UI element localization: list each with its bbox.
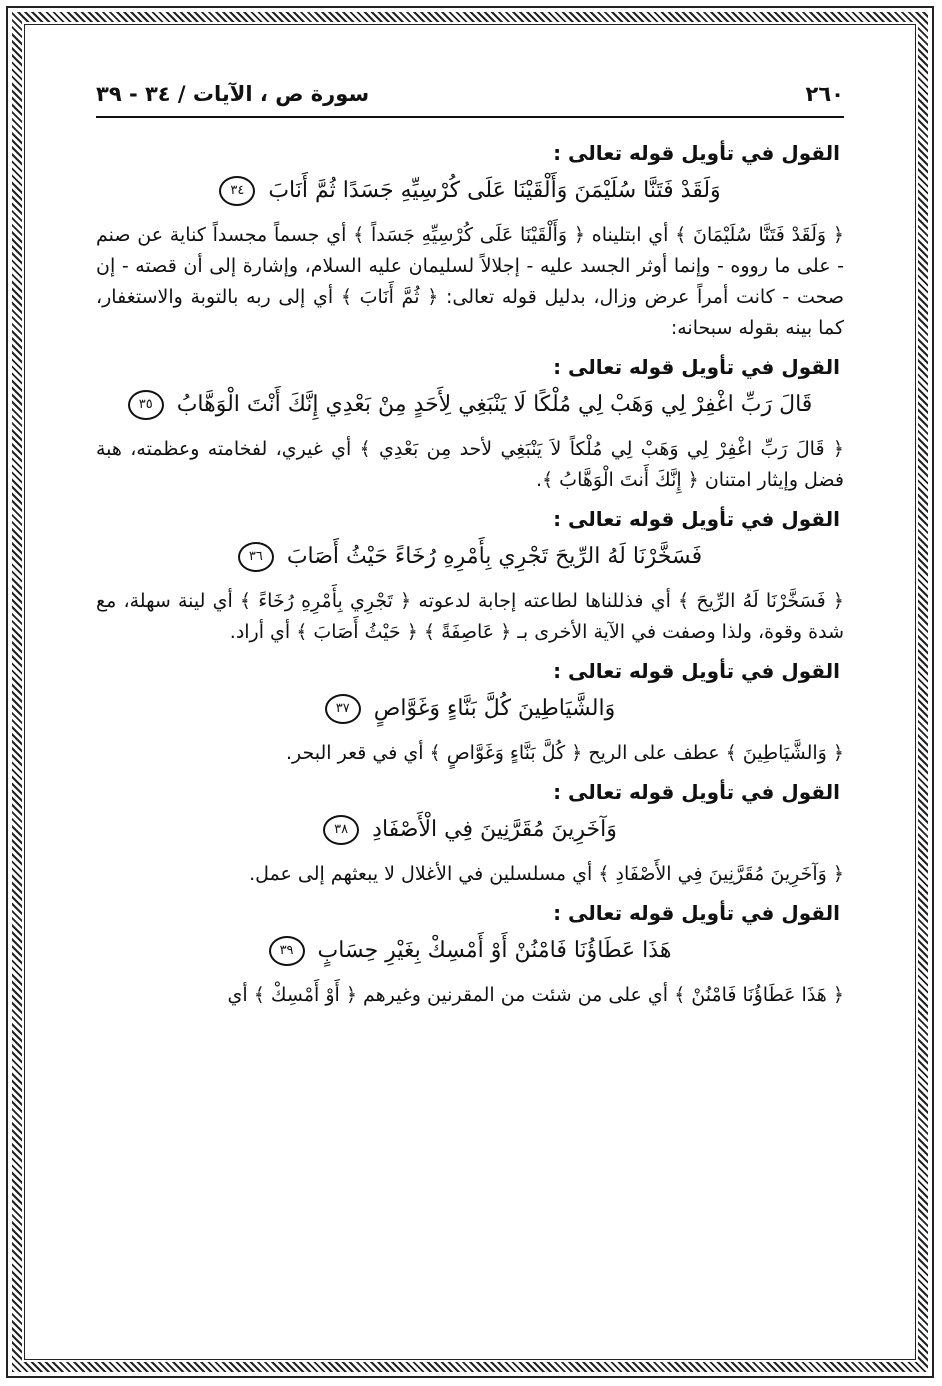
commentary-paragraph: ﴿ وَلَقَدْ فَتَنَّا سُلَيْمَانَ ﴾ أي ابتليناه ﴿ وَأَلْقَيْنَا عَلَى كُرْسِيِّهِ جَسَداً ﴾ أي جسماً مجسداً كناية عن صنم - على ما رووه - وإنما أوثر الجسد عليه - إجلالاً لسليمان عليه السلام، وإشارة إلى أن قصته - إن صحت - كانت أمراً عرض وزال، بدليل قوله تعالى: ﴿ ثُمَّ أَنَابَ ﴾ أي إلى ربه بالتوبة والاستغفار، كما بينه بقوله سبحانه:: [96, 224, 844, 339]
section-heading: القول في تأويل قوله تعالى :: [553, 780, 840, 804]
commentary-paragraph: ﴿ هَذَا عَطَاؤُنَا فَامْنُنْ ﴾ أي على من شئت من المقرنين وغيرهم ﴿ أَوْ أَمْسِكْ ﴾ أي: [227, 984, 844, 1006]
book-page: [96, 56, 844, 1346]
page-content: [96, 138, 844, 1019]
verse-number-marker: ٣٧: [325, 694, 361, 724]
verse-text: وَلَقَدْ فَتَنَّا سُلَيْمَنَ وَأَلْقَيْنَا عَلَى كُرْسِيِّهِ جَسَدًا ثُمَّ أَنَابَ: [268, 178, 721, 203]
quran-verse: [96, 935, 844, 966]
section-heading: القول في تأويل قوله تعالى :: [553, 141, 840, 165]
quran-verse: [96, 175, 844, 206]
commentary-paragraph: ﴿ وَالشَّيَاطِينَ ﴾ عطف على الريح ﴿ كُلَّ بَنَّاءٍ وَغَوَّاصٍ ﴾ أي في قعر البحر.: [285, 742, 844, 764]
commentary-paragraph: ﴿ قَالَ رَبِّ اغْفِرْ لِي وَهَبْ لِي مُلْكاً لاَ يَنْبَغِي لأحد مِن بَعْدِي ﴾ أي غيري، لفخامته وعظمته، هبة فضل وإيثار امتنان ﴿ إِنَّكَ أَنتَ الْوَهَّابُ ﴾.: [96, 438, 844, 491]
section-heading: القول في تأويل قوله تعالى :: [553, 901, 840, 925]
quran-verse: [96, 389, 844, 420]
quran-verse: [96, 814, 844, 845]
verse-text: فَسَخَّرْنَا لَهُ الرِّيحَ تَجْرِي بِأَمْرِهِ رُخَاءً حَيْثُ أَصَابَ: [286, 544, 703, 569]
verse-text: وَالشَّيَاطِينَ كُلَّ بَنَّاءٍ وَغَوَّاصٍ: [373, 696, 616, 721]
section-heading: القول في تأويل قوله تعالى :: [553, 659, 840, 683]
verse-number-marker: ٣٨: [323, 815, 359, 845]
section-verse-37: [96, 656, 844, 769]
verse-number-marker: ٣٤: [219, 176, 255, 206]
section-verse-34: [96, 138, 844, 344]
quran-verse: [96, 693, 844, 724]
running-title: سورة ص ، الآيات / ٣٤ - ٣٩: [96, 82, 370, 106]
commentary-paragraph: ﴿ فَسَخَّرْنَا لَهُ الرِّيحَ ﴾ أي فذللناها لطاعته إجابة لدعوته ﴿ تَجْرِي بِأَمْرِهِ رُخَاءً ﴾ أي لينة سهلة، مع شدة وقوة، ولذا وصفت في الآية الأخرى بـ ﴿ عَاصِفَةً ﴾ ﴿ حَيْثُ أَصَابَ ﴾ أي أراد.: [96, 590, 844, 643]
section-verse-36: [96, 504, 844, 648]
section-verse-35: [96, 352, 844, 496]
header-rule: [96, 116, 844, 118]
section-heading: القول في تأويل قوله تعالى :: [553, 355, 840, 379]
commentary-paragraph: ﴿ وَآخَرِينَ مُقَرَّنِينَ فِي الأَصْفَادِ ﴾ أي مسلسلين في الأغلال لا يبعثهم إلى عمل.: [249, 863, 844, 885]
verse-text: وَآخَرِينَ مُقَرَّنِينَ فِي الْأَصْفَادِ: [372, 817, 617, 842]
verse-number-marker: ٣٦: [238, 542, 274, 572]
verse-text: قَالَ رَبِّ اغْفِرْ لِي وَهَبْ لِي مُلْكًا لَا يَنْبَغِي لِأَحَدٍ مِنْ بَعْدِي إِنَّكَ أَنْتَ الْوَهَّابُ: [176, 392, 813, 417]
verse-number-marker: ٣٩: [269, 936, 305, 966]
section-verse-39: [96, 898, 844, 1011]
verse-text: هَذَا عَطَاؤُنَا فَامْنُنْ أَوْ أَمْسِكْ بِغَيْرِ حِسَابٍ: [317, 938, 672, 963]
verse-number-marker: ٣٥: [128, 390, 164, 420]
running-header: [96, 74, 844, 114]
quran-verse: [96, 541, 844, 572]
page-number: ٢٦٠: [805, 82, 844, 106]
section-verse-38: [96, 777, 844, 890]
section-heading: القول في تأويل قوله تعالى :: [553, 507, 840, 531]
